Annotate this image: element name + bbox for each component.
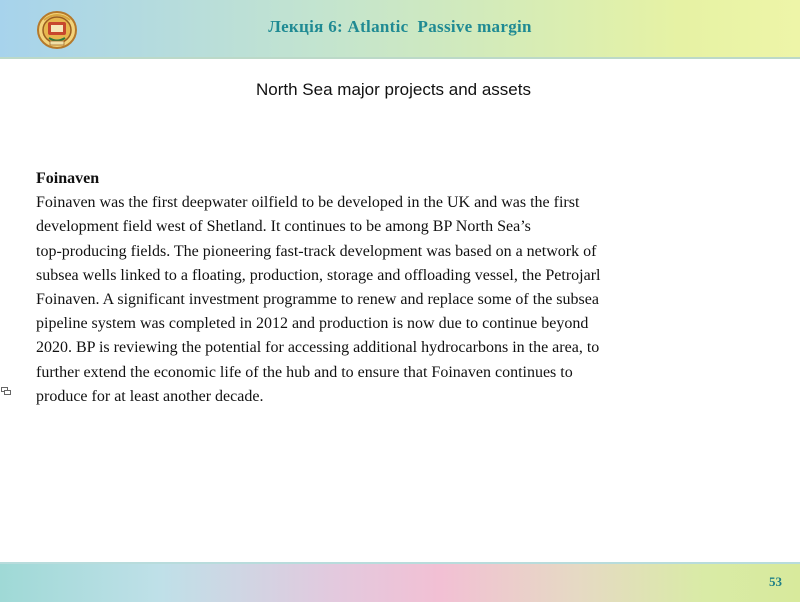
slide-subtitle: North Sea major projects and assets: [256, 80, 531, 99]
header-bar: [0, 0, 800, 59]
link-icon[interactable]: [1, 387, 11, 395]
body-line: Foinaven was the first deepwater oilfield to be developed in the UK and was the first: [36, 194, 580, 212]
body-line: subsea wells linked to a floating, production, storage and offloading vessel, the Petrojarl: [36, 266, 601, 284]
lecture-title: Лекція 6: Atlantic Passive margin: [268, 17, 532, 36]
body-line: development field west of Shetland. It continues to be among BP North Sea’s: [36, 218, 531, 236]
page-number: 53: [769, 574, 782, 589]
section-heading: Foinaven: [36, 170, 100, 187]
slide-content: [36, 167, 756, 409]
body-line: pipeline system was completed in 2012 and production is now due to continue beyond: [36, 315, 589, 333]
body-line: top-producing fields. The pioneering fast-track development was based on a network of: [36, 242, 597, 260]
body-line: produce for at least another decade.: [36, 387, 264, 405]
body-line: 2020. BP is reviewing the potential for accessing additional hydrocarbons in the area, to: [36, 339, 600, 357]
footer-bar: [0, 562, 800, 602]
body-line: further extend the economic life of the hub and to ensure that Foinaven continues to: [36, 363, 573, 381]
body-line: Foinaven. A significant investment programme to renew and replace some of the subsea: [36, 291, 599, 309]
